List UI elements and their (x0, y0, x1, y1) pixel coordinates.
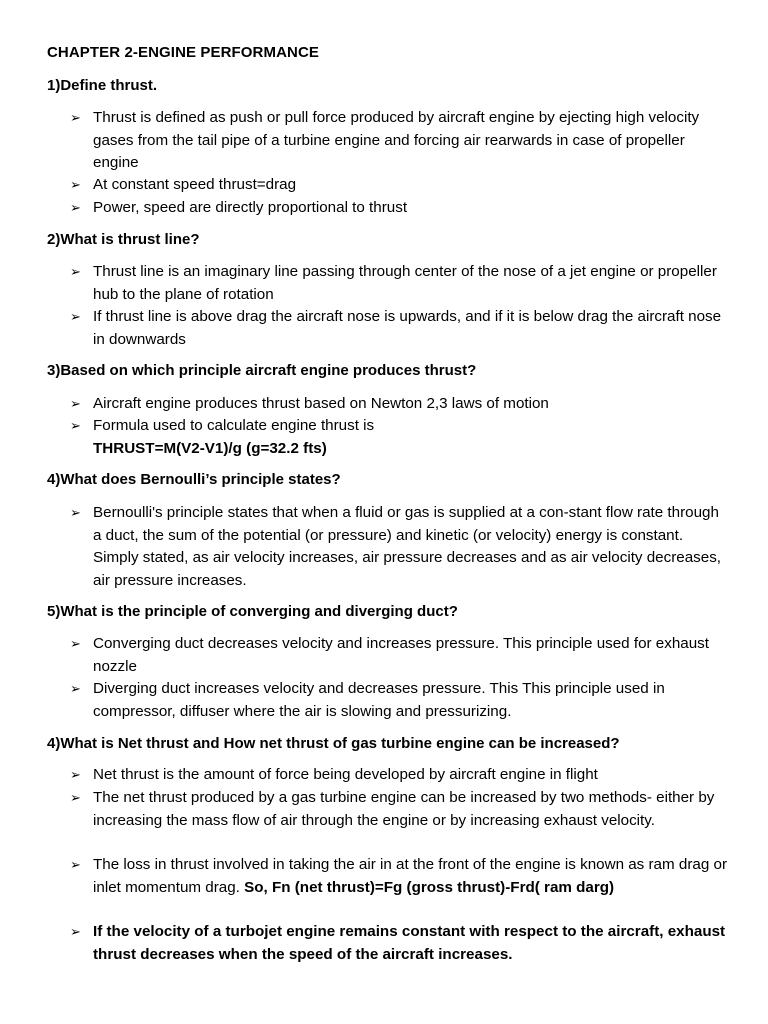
question-bernoulli: 4)What does Bernoulli’s principle states? (47, 471, 341, 488)
list-item (70, 678, 730, 723)
bullet-text-bold: If the velocity of a turbojet engine remains constant with respect to the aircraft, exhaust thrust decreases when the speed of the aircraft increases. (93, 923, 726, 963)
bullet-text: Net thrust is the amount of force being developed by aircraft engine in flight (93, 766, 598, 783)
bullet-text: Thrust line is an imaginary line passing through center of the nose of a jet engine or propeller hub to the plane of rotation (93, 263, 717, 303)
bullet-text: Converging duct decreases velocity and increases pressure. This principle used for exhaust nozzle (93, 635, 709, 675)
bullet-arrow-icon: ➢ (70, 767, 81, 782)
bullet-arrow-icon: ➢ (70, 636, 81, 651)
net-thrust-formula: So, Fn (net thrust)=Fg (gross thrust)-Frd( ram darg) (244, 878, 615, 896)
bullet-text (93, 415, 730, 460)
bullet-text: The net thrust produced by a gas turbine engine can be increased by two methods- either by increasing the mass flow of air through the engine or by increasing exhaust velocity. (93, 789, 715, 829)
list-item (70, 197, 730, 220)
bullet-arrow-icon: ➢ (70, 264, 81, 279)
bullet-arrow-icon: ➢ (70, 505, 81, 520)
bullet-arrow-icon: ➢ (70, 177, 81, 192)
list-item (70, 854, 730, 899)
bullet-arrow-icon: ➢ (70, 790, 81, 805)
list-item (70, 107, 730, 175)
bullet-text: Aircraft engine produces thrust based on Newton 2,3 laws of motion (93, 395, 549, 412)
thrust-formula: THRUST=M(V2-V1)/g (g=32.2 fts) (93, 439, 327, 457)
list-item (70, 174, 730, 197)
bullet-arrow-icon: ➢ (70, 200, 81, 215)
list-item (70, 393, 730, 416)
bullet-arrow-icon: ➢ (70, 396, 81, 411)
bullet-text: Power, speed are directly proportional to thrust (93, 199, 408, 216)
bullet-text-plain: Formula used to calculate engine thrust is (93, 417, 375, 434)
bullet-arrow-icon: ➢ (70, 924, 81, 939)
bullet-arrow-icon: ➢ (70, 309, 81, 324)
bullet-text: If thrust line is above drag the aircraft nose is upwards, and if it is below drag the aircraft nose in downwards (93, 308, 722, 348)
bullet-text: Bernoulli's principle states that when a fluid or gas is supplied at a con-stant flow rate through a duct, the sum of the potential (or pressure) and kinetic (or velocity) energy is constant. Simply stated, as air velocity increases, air pressure decreases and as air velocity decreases, air pressure increases. (93, 504, 722, 589)
bullet-text: Thrust is defined as push or pull force produced by aircraft engine by ejecting high velocity gases from the tail pipe of a turbine engine and forcing air rearwards in case of propeller engine (93, 109, 700, 171)
list-item (70, 261, 730, 306)
list-item (70, 921, 730, 966)
bullet-text: At constant speed thrust=drag (93, 176, 297, 193)
bullet-arrow-icon: ➢ (70, 110, 81, 125)
question-thrust-principle: 3)Based on which principle aircraft engine produces thrust? (47, 362, 477, 379)
list-item (70, 502, 730, 592)
list-item (70, 306, 730, 351)
list-item (70, 415, 730, 460)
question-define-thrust: 1)Define thrust. (47, 77, 158, 94)
list-item (70, 764, 730, 787)
bullet-text: Diverging duct increases velocity and decreases pressure. This This principle used in compressor, diffuser where the air is slowing and pressurizing. (93, 680, 665, 720)
chapter-title: CHAPTER 2-ENGINE PERFORMANCE (47, 44, 319, 61)
bullet-text-plain: The loss in thrust involved in taking the air in at the front of the engine is known as ram drag or inlet momentum drag. (93, 856, 727, 896)
list-item (70, 787, 730, 832)
question-net-thrust: 4)What is Net thrust and How net thrust of gas turbine engine can be increased? (47, 735, 620, 752)
question-thrust-line: 2)What is thrust line? (47, 231, 200, 248)
list-item (70, 633, 730, 678)
bullet-arrow-icon: ➢ (70, 681, 81, 696)
bullet-arrow-icon: ➢ (70, 857, 81, 872)
bullet-arrow-icon: ➢ (70, 418, 81, 433)
bullet-text (93, 854, 730, 899)
question-converging-diverging: 5)What is the principle of converging and diverging duct? (47, 603, 458, 620)
